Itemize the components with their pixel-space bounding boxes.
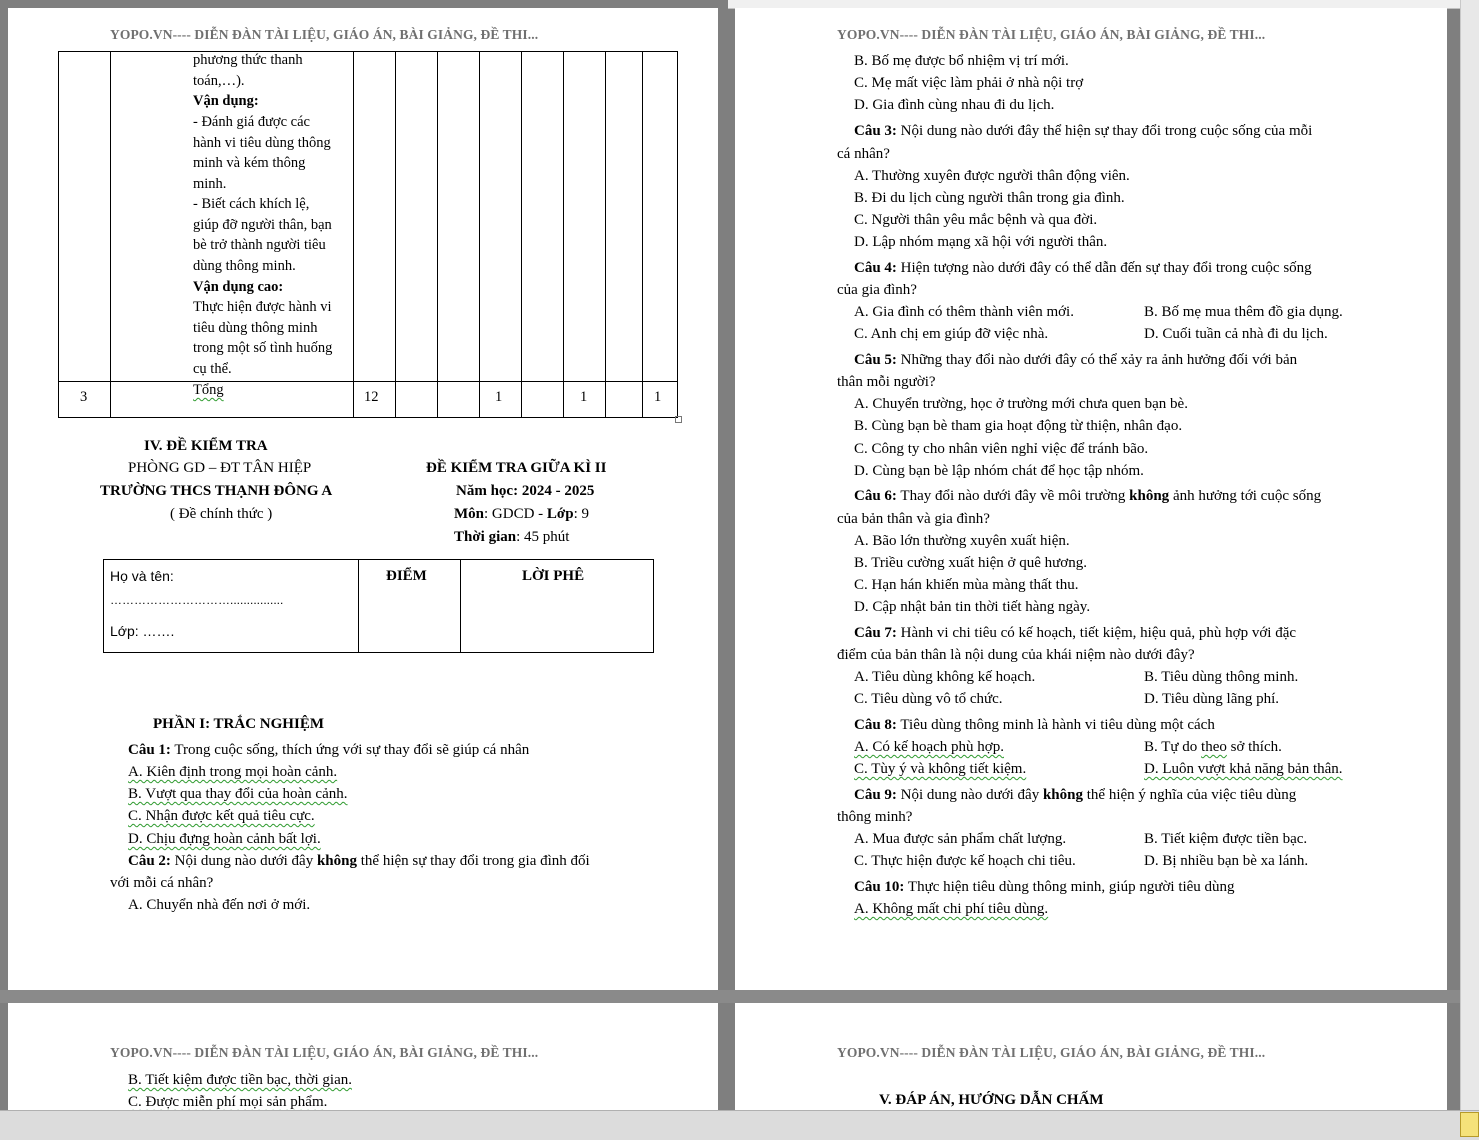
q1-option-c: C. Nhận được kết quả tiêu cực. bbox=[128, 808, 315, 824]
vertical-scrollbar[interactable] bbox=[1460, 0, 1479, 1110]
department-name: PHÒNG GD – ĐT TÂN HIỆP bbox=[128, 460, 312, 476]
document-page-1 bbox=[8, 8, 718, 990]
document-page-3 bbox=[8, 1003, 718, 1123]
question-9-cont: thông minh? bbox=[837, 809, 913, 825]
table-cell-text: trong một số tình huống bbox=[193, 340, 333, 356]
table-cell-text: minh và kém thông bbox=[193, 155, 306, 171]
q2-option-a: A. Chuyển nhà đến nơi ở mới. bbox=[128, 897, 311, 913]
page-header: YOPO.VN---- DIỄN ĐÀN TÀI LIỆU, GIÁO ÁN, BÀI GIẢNG, ĐỀ THI... bbox=[110, 27, 539, 42]
table-cell-text: cụ thể. bbox=[193, 361, 232, 377]
q4-option-b: B. Bố mẹ mua thêm đồ gia dụng. bbox=[1144, 304, 1343, 320]
time-line: Thời gian: 45 phút bbox=[454, 529, 570, 545]
q5-option-c: C. Công ty cho nhân viên nghỉ việc để tránh bão. bbox=[854, 441, 1149, 457]
q1-option-b: B. Vượt qua thay đổi của hoàn cảnh. bbox=[128, 786, 348, 802]
q3-option-d: D. Lập nhóm mạng xã hội với người thân. bbox=[854, 234, 1108, 250]
table-cell-text: bè trở thành người tiêu bbox=[193, 237, 326, 253]
q7-option-c: C. Tiêu dùng vô tổ chức. bbox=[854, 691, 1003, 707]
question-3: Câu 3: Nội dung nào dưới đây thể hiện sự thay đổi trong cuộc sống của mỗi bbox=[854, 123, 1313, 139]
document-icon[interactable] bbox=[1460, 1112, 1479, 1137]
q4-option-a: A. Gia đình có thêm thành viên mới. bbox=[854, 304, 1074, 320]
question-7: Câu 7: Hành vi chi tiêu có kế hoạch, tiết kiệm, hiệu quả, phù hợp với đặc bbox=[854, 625, 1297, 641]
q6-option-d: D. Cập nhật bản tin thời tiết hàng ngày. bbox=[854, 599, 1091, 615]
score-header: ĐIỂM bbox=[386, 568, 427, 584]
question-9: Câu 9: Nội dung nào dưới đây không thể hiện ý nghĩa của việc tiêu dùng bbox=[854, 787, 1297, 803]
q2-option-c: C. Mẹ mất việc làm phải ở nhà nội trợ bbox=[854, 75, 1084, 91]
question-4: Câu 4: Hiện tượng nào dưới đây có thể dẫn đến sự thay đổi trong cuộc sống bbox=[854, 260, 1312, 276]
q7-option-d: D. Tiêu dùng lãng phí. bbox=[1144, 691, 1280, 707]
q6-option-b: B. Triều cường xuất hiện ở quê hương. bbox=[854, 555, 1087, 571]
question-4-cont: của gia đình? bbox=[837, 282, 917, 298]
table-cell-text: tiêu dùng thông minh bbox=[193, 320, 318, 336]
q1-option-a: A. Kiên định trong mọi hoàn cảnh. bbox=[128, 764, 338, 780]
student-name-label: Họ và tên: bbox=[110, 568, 174, 584]
student-class-label: Lớp: ……. bbox=[110, 623, 175, 639]
q9-option-b: B. Tiết kiệm được tiền bạc. bbox=[1144, 831, 1308, 847]
q1-option-d: D. Chịu đựng hoàn cảnh bất lợi. bbox=[128, 831, 321, 847]
q5-option-a: A. Chuyển trường, học ở trường mới chưa quen bạn bè. bbox=[854, 396, 1188, 412]
question-1: Câu 1: Trong cuộc sống, thích ứng với sự thay đổi sẽ giúp cá nhân bbox=[128, 742, 530, 758]
document-page-2 bbox=[735, 8, 1447, 990]
q10-option-a: A. Không mất chi phí tiêu dùng. bbox=[854, 901, 1049, 917]
part1-title: PHẦN I: TRẮC NGHIỆM bbox=[153, 716, 324, 732]
question-2: Câu 2: Nội dung nào dưới đây không thể hiện sự thay đổi trong gia đình đối bbox=[128, 853, 590, 869]
comment-header: LỜI PHÊ bbox=[522, 568, 585, 584]
table-cell-text: Thực hiện được hành vi bbox=[193, 299, 332, 315]
q4-option-d: D. Cuối tuần cả nhà đi du lịch. bbox=[1144, 326, 1328, 342]
table-cell-text: giúp đỡ người thân, bạn bbox=[193, 217, 332, 233]
question-5-cont: thân mỗi người? bbox=[837, 374, 936, 390]
page-header: YOPO.VN---- DIỄN ĐÀN TÀI LIỆU, GIÁO ÁN, BÀI GIẢNG, ĐỀ THI... bbox=[837, 27, 1266, 42]
q5-option-b: B. Cùng bạn bè tham gia hoạt động từ thiện, nhân đạo. bbox=[854, 418, 1183, 434]
q3-option-c: C. Người thân yêu mắc bệnh và qua đời. bbox=[854, 212, 1098, 228]
status-bar bbox=[0, 1110, 1479, 1140]
q8-option-a: A. Có kế hoạch phù hợp. bbox=[854, 739, 1004, 755]
q9-option-d: D. Bị nhiều bạn bè xa lánh. bbox=[1144, 853, 1309, 869]
question-7-cont: điểm của bản thân là nội dung của khái niệm nào dưới đây? bbox=[837, 647, 1195, 663]
q2-option-d: D. Gia đình cùng nhau đi du lịch. bbox=[854, 97, 1055, 113]
table-cell-text: hành vi tiêu dùng thông bbox=[193, 135, 331, 151]
total-row-value: 1 bbox=[654, 389, 662, 405]
total-row-stt: 3 bbox=[80, 389, 88, 405]
table-resize-handle[interactable] bbox=[675, 416, 682, 423]
q7-option-a: A. Tiêu dùng không kế hoạch. bbox=[854, 669, 1036, 685]
q6-option-c: C. Hạn hán khiến mùa màng thất thu. bbox=[854, 577, 1079, 593]
student-name-dots: …………………………................ bbox=[110, 593, 284, 607]
table-cell-text: toán,…). bbox=[193, 73, 245, 89]
q8-option-c: C. Tùy ý và không tiết kiệm. bbox=[854, 761, 1027, 777]
page-header: YOPO.VN---- DIỄN ĐÀN TÀI LIỆU, GIÁO ÁN, BÀI GIẢNG, ĐỀ THI... bbox=[837, 1045, 1266, 1060]
subject-line: Môn: GDCD - Lớp: 9 bbox=[454, 506, 589, 522]
document-page-4 bbox=[735, 1003, 1447, 1123]
q9-option-a: A. Mua được sản phẩm chất lượng. bbox=[854, 831, 1067, 847]
question-10: Câu 10: Thực hiện tiêu dùng thông minh, giúp người tiêu dùng bbox=[854, 879, 1235, 895]
total-row-label: Tổng bbox=[193, 382, 224, 398]
question-2-cont: với mỗi cá nhân? bbox=[110, 875, 214, 891]
table-cell-text: Vận dụng: bbox=[193, 93, 259, 109]
total-row-value: 1 bbox=[495, 389, 503, 405]
question-5: Câu 5: Những thay đổi nào dưới đây có thể xảy ra ảnh hưởng đối với bản bbox=[854, 352, 1298, 368]
section-title: IV. ĐỀ KIỂM TRA bbox=[144, 438, 268, 454]
q8-option-b: B. Tự do theo sở thích. bbox=[1144, 739, 1282, 755]
page-header: YOPO.VN---- DIỄN ĐÀN TÀI LIỆU, GIÁO ÁN, BÀI GIẢNG, ĐỀ THI... bbox=[110, 1045, 539, 1060]
matrix-table bbox=[58, 51, 678, 418]
q4-option-c: C. Anh chị em giúp đỡ việc nhà. bbox=[854, 326, 1049, 342]
q9-option-c: C. Thực hiện được kế hoạch chi tiêu. bbox=[854, 853, 1076, 869]
q3-option-b: B. Đi du lịch cùng người thân trong gia đình. bbox=[854, 190, 1125, 206]
official-note: ( Đề chính thức ) bbox=[170, 506, 273, 522]
table-cell-text: - Biết cách khích lệ, bbox=[193, 196, 310, 212]
school-year: Năm học: 2024 - 2025 bbox=[456, 483, 595, 499]
question-8: Câu 8: Tiêu dùng thông minh là hành vi tiêu dùng một cách bbox=[854, 717, 1215, 733]
q7-option-b: B. Tiêu dùng thông minh. bbox=[1144, 669, 1299, 685]
question-3-cont: cá nhân? bbox=[837, 146, 890, 162]
table-cell-text: Vận dụng cao: bbox=[193, 279, 284, 295]
question-6-cont: của bản thân và gia đình? bbox=[837, 511, 990, 527]
table-cell-text: minh. bbox=[193, 176, 227, 192]
page-gap bbox=[0, 990, 1460, 1003]
school-name: TRƯỜNG THCS THẠNH ĐÔNG A bbox=[100, 483, 333, 499]
table-cell-text: - Đánh giá được các bbox=[193, 114, 310, 130]
answer-section-title: V. ĐÁP ÁN, HƯỚNG DẪN CHẤM bbox=[879, 1092, 1104, 1108]
table-cell-text: dùng thông minh. bbox=[193, 258, 296, 274]
q5-option-d: D. Cùng bạn bè lập nhóm chát để học tập nhóm. bbox=[854, 463, 1144, 479]
question-6: Câu 6: Thay đổi nào dưới đây về môi trường không ảnh hưởng tới cuộc sống bbox=[854, 488, 1322, 504]
q6-option-a: A. Bão lớn thường xuyên xuất hiện. bbox=[854, 533, 1070, 549]
total-row-value: 12 bbox=[364, 389, 379, 405]
table-cell-text: phương thức thanh bbox=[193, 52, 303, 68]
q8-option-d: D. Luôn vượt khả năng bản thân. bbox=[1144, 761, 1343, 777]
q10-option-c: C. Được miễn phí mọi sản phẩm. bbox=[128, 1094, 328, 1110]
q10-option-b: B. Tiết kiệm được tiền bạc, thời gian. bbox=[128, 1072, 352, 1088]
q2-option-b: B. Bố mẹ được bổ nhiệm vị trí mới. bbox=[854, 53, 1069, 69]
exam-title: ĐỀ KIỂM TRA GIỮA KÌ II bbox=[426, 460, 607, 476]
q3-option-a: A. Thường xuyên được người thân động viên. bbox=[854, 168, 1130, 184]
total-row-value: 1 bbox=[580, 389, 588, 405]
